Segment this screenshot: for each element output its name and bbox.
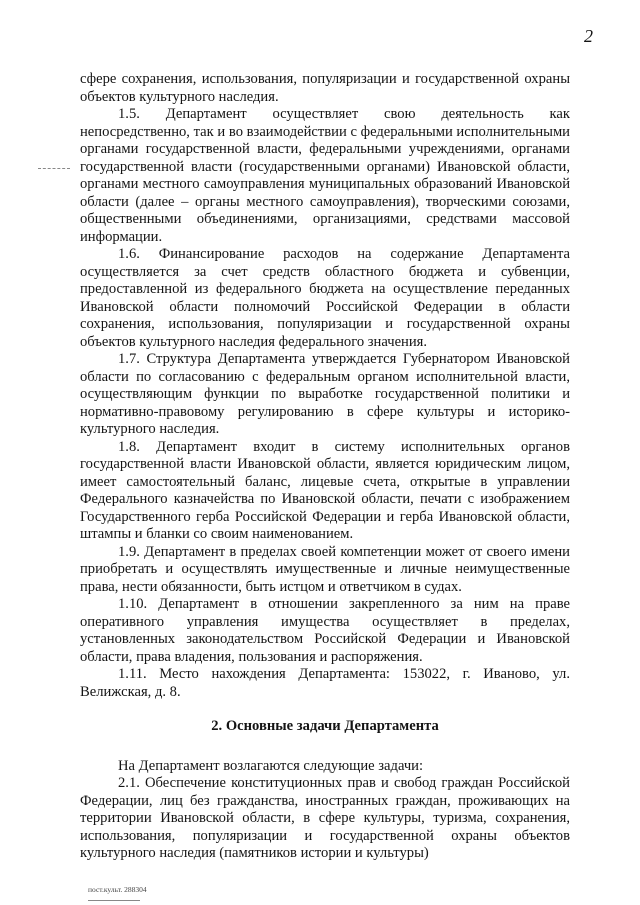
paragraph-1-6: 1.6. Финансирование расходов на содержание Департамента осуществляется за счет средств областного бюджета и субвенции, предоставленной из федерального бюджета на осуществление переданных Ивановской области полномочий Российской Федерации в области сохранения, использования, популяризации и государственной охраны объектов культурного наследия федерального значения. — [80, 246, 570, 350]
section-intro: На Департамент возлагаются следующие задачи: — [118, 757, 424, 774]
document-body — [80, 71, 570, 863]
footer-code: пост.культ. 288304 — [88, 885, 147, 894]
paragraph-1-5: 1.5. Департамент осуществляет свою деятельность как непосредственно, так и во взаимодействии с федеральными исполнительными органами государственной власти, федеральными учреждениями, органами государственной власти (государственными органами) Ивановской области, органами местного самоуправления муниципальных образований Ивановской области (далее – органы местного самоуправления), творческими союзами, общественными объединениями, организациями, средствами массовой информации. — [80, 106, 570, 245]
section-heading: 2. Основные задачи Департамента — [211, 718, 439, 734]
paragraph-1-11: 1.11. Место нахождения Департамента: 153022, г. Иваново, ул. Велижская, д. 8. — [80, 666, 570, 700]
page-number: 2 — [584, 26, 593, 46]
paragraph-1-8: 1.8. Департамент входит в систему исполнительных органов государственной власти Ивановской области, является юридическим лицом, имеет самостоятельный баланс, лицевые счета, открытые в управлении Федерального казначейства по Ивановской области, печати с изображением Государственного герба Российской Федерации и герба Ивановской области, штампы и бланки со своим наименованием. — [80, 438, 570, 542]
paragraph-2-1: 2.1. Обеспечение конституционных прав и свобод граждан Российской Федерации, лиц без гражданства, иностранных граждан, проживающих на территории Ивановской области, в сфере культуры, туризма, сохранения, использования, популяризации и государственной охраны объектов культурного наследия (памятников истории и культуры) — [80, 775, 570, 861]
footer-line — [88, 900, 140, 901]
paragraph-1-9: 1.9. Департамент в пределах своей компетенции может от своего имени приобретать и осуществлять имущественные и личные неимущественные права, нести обязанности, быть истцом и ответчиком в судах. — [80, 543, 570, 595]
paragraph-1-10: 1.10. Департамент в отношении закрепленного за ним на праве оперативного управления имущества осуществляет в пределах, установленных законодательством Российской Федерации и Ивановской области, права владения, пользования и распоряжения. — [80, 596, 570, 665]
margin-mark — [38, 168, 70, 169]
paragraph-1-7: 1.7. Структура Департамента утверждается Губернатором Ивановской области по согласованию с федеральным органом исполнительной власти, осуществляющим функции по выработке государственной политики и нормативно-правовому регулированию в сфере культуры и историко-культурного наследия. — [80, 351, 570, 437]
paragraph-continuation: сфере сохранения, использования, популяризации и государственной охраны объектов культурного наследия. — [80, 71, 570, 105]
